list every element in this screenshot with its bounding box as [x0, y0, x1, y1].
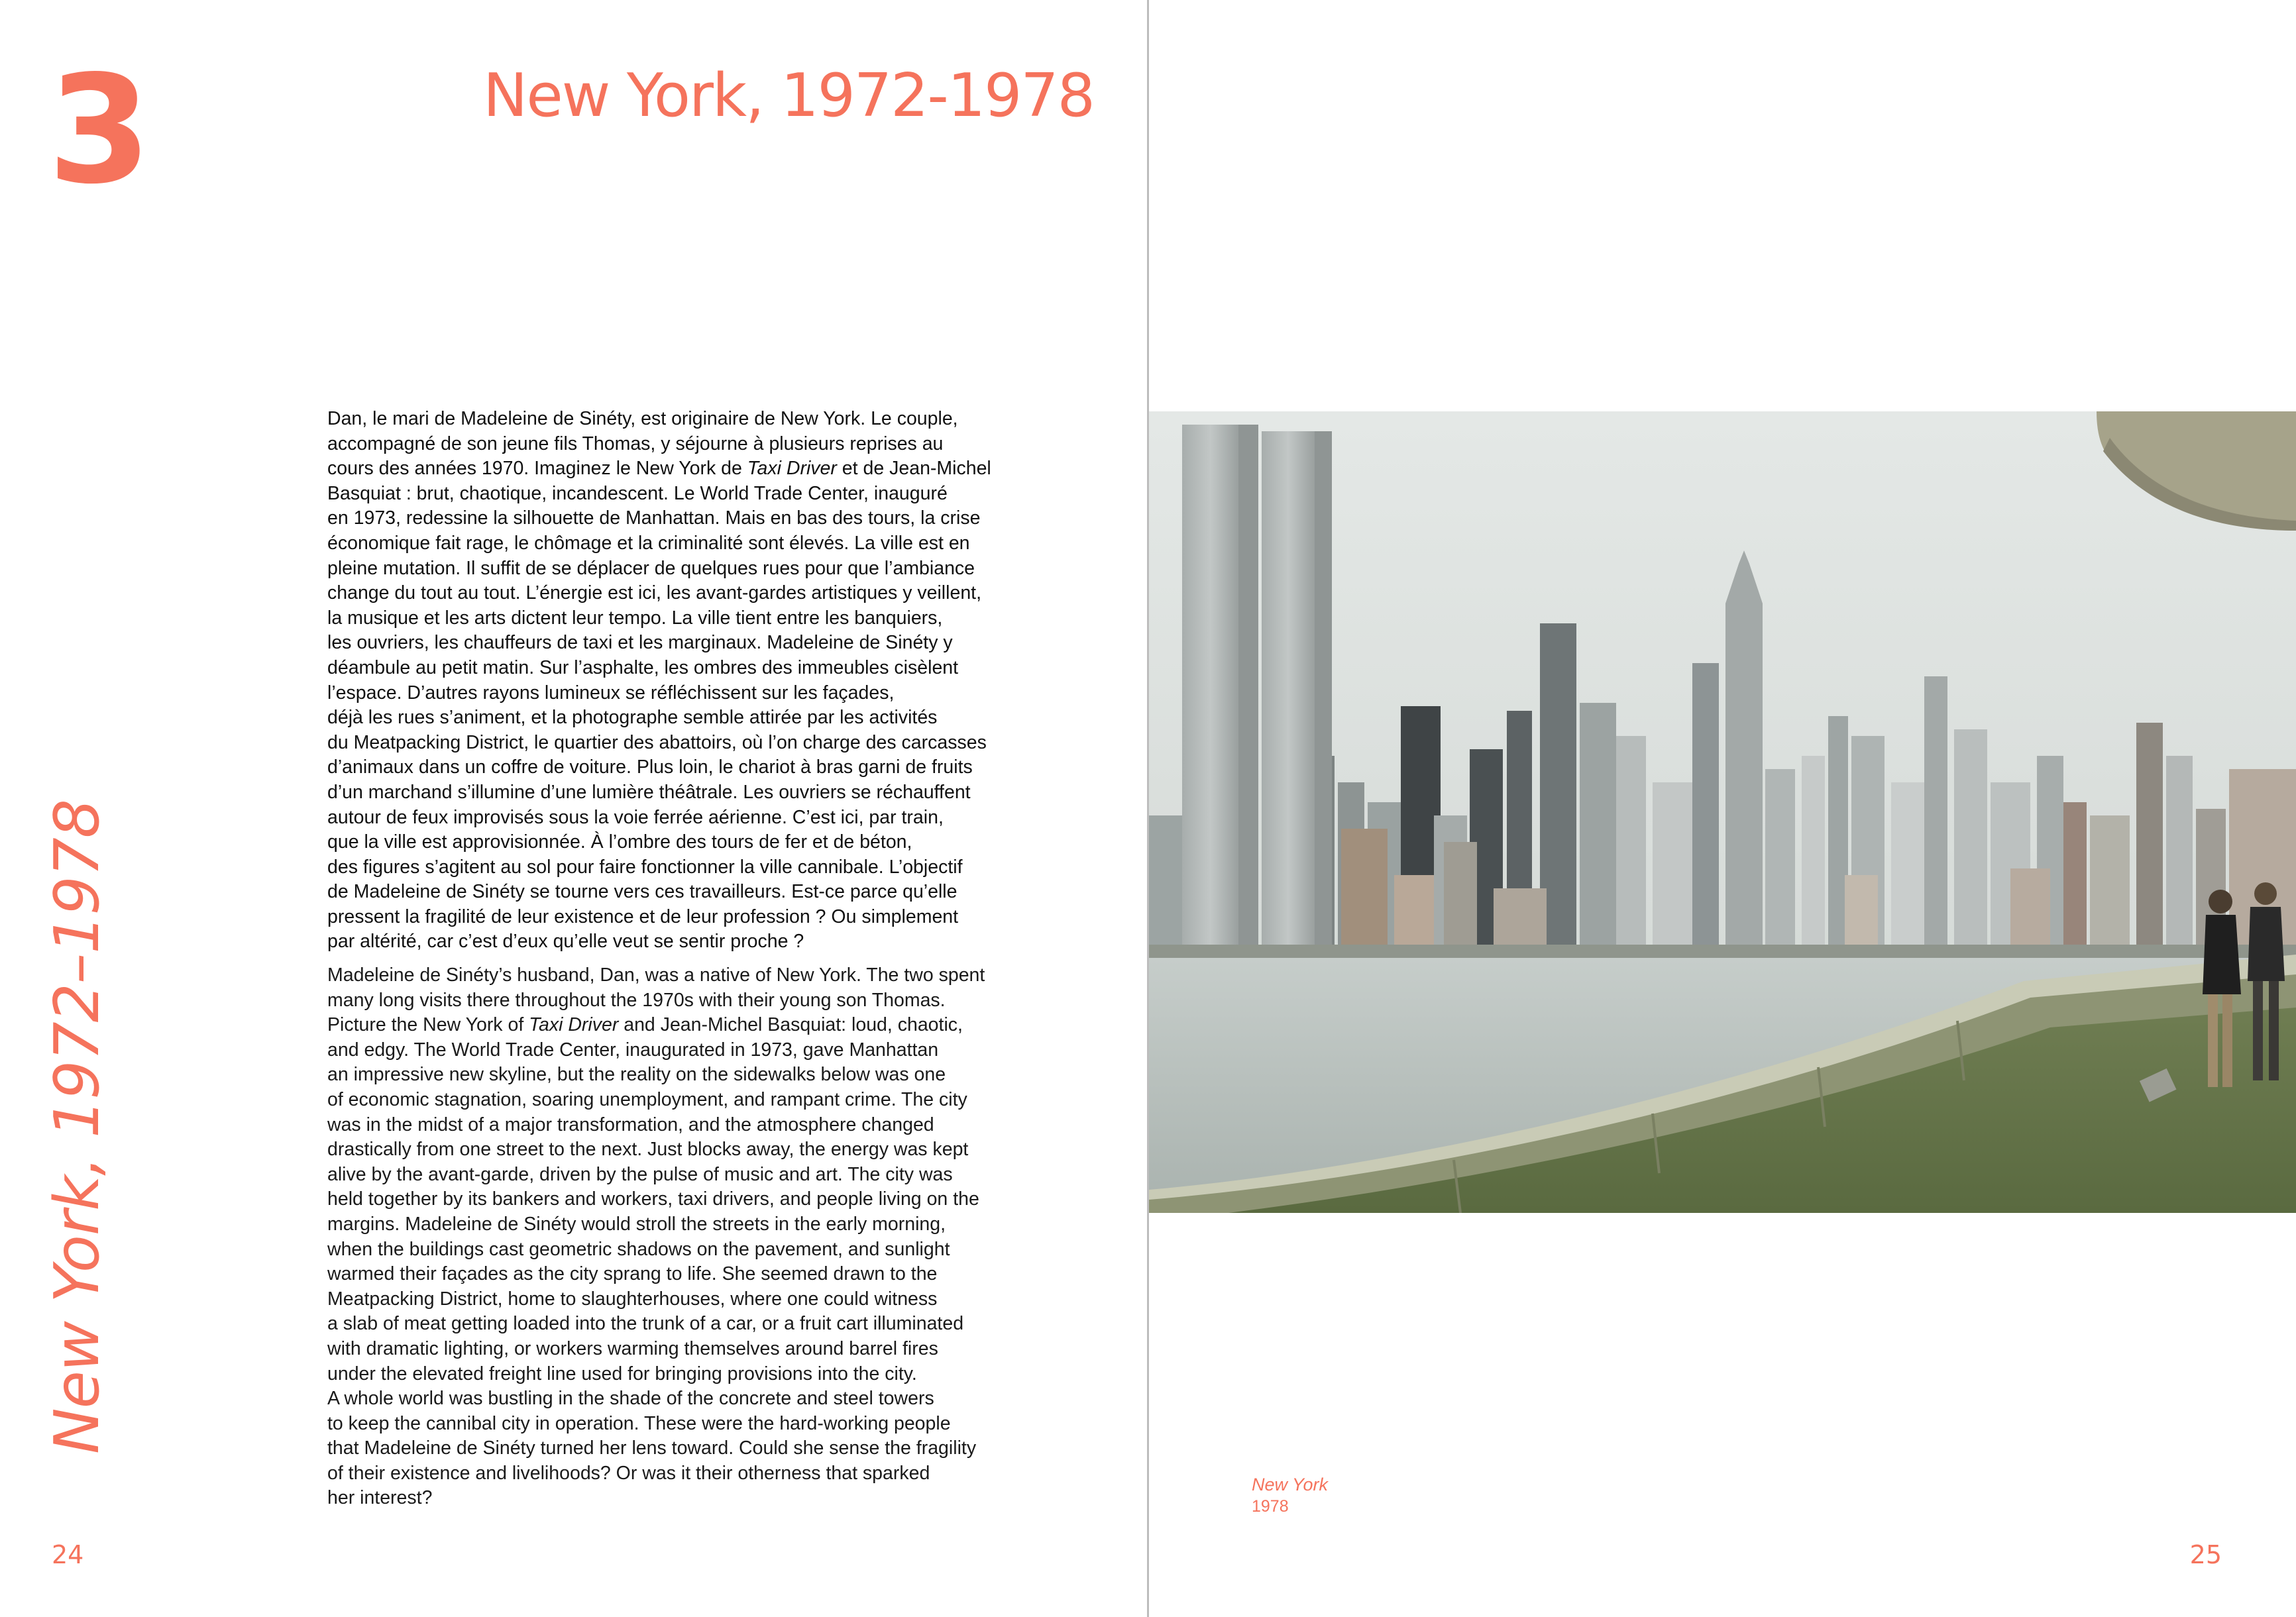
film-title: Taxi Driver	[529, 1014, 619, 1036]
text-line: les ouvriers, les chauffeurs de taxi et les marginaux. Madeleine de Sinéty y	[327, 632, 953, 654]
caption-title: New York	[1252, 1475, 1329, 1494]
text-line: was in the midst of a major transformation, and the atmosphere changed	[327, 1114, 934, 1135]
caption-year: 1978	[1252, 1497, 1289, 1516]
text-line: accompagné de son jeune fils Thomas, y séjourne à plusieurs reprises au	[327, 433, 944, 454]
text-line: en 1973, redessine la silhouette de Manhattan. Mais en bas des tours, la crise	[327, 507, 981, 529]
text-line: and edgy. The World Trade Center, inaugurated in 1973, gave Manhattan	[327, 1039, 939, 1061]
text-line: déambule au petit matin. Sur l’asphalte, les ombres des immeubles cisèlent	[327, 656, 959, 678]
text-line: under the elevated freight line used for bringing provisions into the city.	[327, 1363, 917, 1384]
film-title: Taxi Driver	[747, 458, 837, 480]
text-line: with dramatic lighting, or workers warming themselves around barrel fires	[327, 1337, 938, 1359]
page-number-left: 24	[52, 1540, 84, 1569]
text-line: déjà les rues s’animent, et la photographe semble attirée par les activités	[327, 707, 938, 729]
photo-caption	[1252, 1473, 1328, 1517]
text-line: d’animaux dans un coffre de voiture. Plus loin, le chariot à bras garni de fruits	[327, 756, 973, 778]
text-line: of economic stagnation, soaring unemployment, and rampant crime. The city	[327, 1088, 967, 1110]
text-line: par altérité, car c’est d’eux qu’elle veut se sentir proche ?	[327, 931, 804, 953]
body-text-french	[327, 407, 1056, 955]
text-line: du Meatpacking District, le quartier des abattoirs, où l’on charge des carcasses	[327, 731, 987, 753]
chapter-title: New York, 1972-1978	[483, 61, 1094, 130]
text-line: Basquiat : brut, chaotique, incandescent. Le World Trade Center, inauguré	[327, 482, 948, 504]
text-line: Dan, le mari de Madeleine de Sinéty, est originaire de New York. Le couple,	[327, 408, 958, 429]
text-line: pressent la fragilité de leur existence et de leur profession ? Ou simplement	[327, 906, 959, 927]
text-line: of their existence and livelihoods? Or was it their otherness that sparked	[327, 1462, 930, 1484]
skyline-photograph	[1149, 411, 2296, 1213]
text-line: A whole world was bustling in the shade of the concrete and steel towers	[327, 1388, 934, 1410]
text-line: margins. Madeleine de Sinéty would stroll the streets in the early morning,	[327, 1213, 946, 1235]
text-line: drastically from one street to the next. Just blocks away, the energy was kept	[327, 1139, 969, 1161]
text-line: cours des années 1970. Imaginez le New York de Taxi Driver et de Jean-Michel	[327, 458, 991, 480]
body-text-english	[327, 963, 1056, 1511]
chapter-number: 3	[48, 44, 149, 217]
text-line: an impressive new skyline, but the reality on the sidewalks below was one	[327, 1064, 946, 1086]
text-line: l’espace. D’autres rayons lumineux se réfléchissent sur les façades,	[327, 682, 895, 704]
text-line: de Madeleine de Sinéty se tourne vers ces travailleurs. Est-ce parce qu’elle	[327, 881, 957, 903]
page-number-right: 25	[2189, 1540, 2222, 1569]
text-line: her interest?	[327, 1487, 433, 1509]
vertical-chapter-title: New York, 1972–1978	[41, 800, 113, 1454]
text-line: Picture the New York of Taxi Driver and Jean-Michel Basquiat: loud, chaotic,	[327, 1014, 963, 1036]
text-line: autour de feux improvisés sous la voie ferrée aérienne. C’est ici, par train,	[327, 806, 944, 828]
text-line: a slab of meat getting loaded into the trunk of a car, or a fruit cart illuminated	[327, 1313, 964, 1335]
photo-illustration	[1149, 411, 2296, 1213]
text-line: économique fait rage, le chômage et la criminalité sont élevés. La ville est en	[327, 532, 970, 554]
text-line: Madeleine de Sinéty’s husband, Dan, was a native of New York. The two spent	[327, 965, 985, 986]
text-line: Meatpacking District, home to slaughterhouses, where one could witness	[327, 1288, 938, 1310]
text-line: pleine mutation. Il suffit de se déplacer de quelques rues pour que l’ambiance	[327, 557, 975, 579]
text-line: change du tout au tout. L’énergie est ici, les avant-gardes artistiques y veillent,	[327, 582, 982, 604]
text-line: la musique et les arts dictent leur tempo. La ville tient entre les banquiers,	[327, 607, 943, 629]
text-line: when the buildings cast geometric shadows on the pavement, and sunlight	[327, 1238, 950, 1260]
text-line: many long visits there throughout the 1970s with their young son Thomas.	[327, 989, 946, 1011]
text-line: to keep the cannibal city in operation. These were the hard-working people	[327, 1412, 951, 1434]
text-line: that Madeleine de Sinéty turned her lens toward. Could she sense the fragility	[327, 1437, 977, 1459]
text-line: warmed their façades as the city sprang to life. She seemed drawn to the	[327, 1263, 938, 1285]
text-line: des figures s’agitent au sol pour faire fonctionner la ville cannibale. L’objectif	[327, 856, 963, 878]
text-line: que la ville est approvisionnée. À l’ombre des tours de fer et de béton,	[327, 831, 912, 853]
text-line: d’un marchand s’illumine d’une lumière théâtrale. Les ouvriers se réchauffent	[327, 781, 971, 803]
text-line: held together by its bankers and workers, taxi drivers, and people living on the	[327, 1188, 979, 1210]
text-line: alive by the avant-garde, driven by the pulse of music and art. The city was	[327, 1163, 953, 1185]
